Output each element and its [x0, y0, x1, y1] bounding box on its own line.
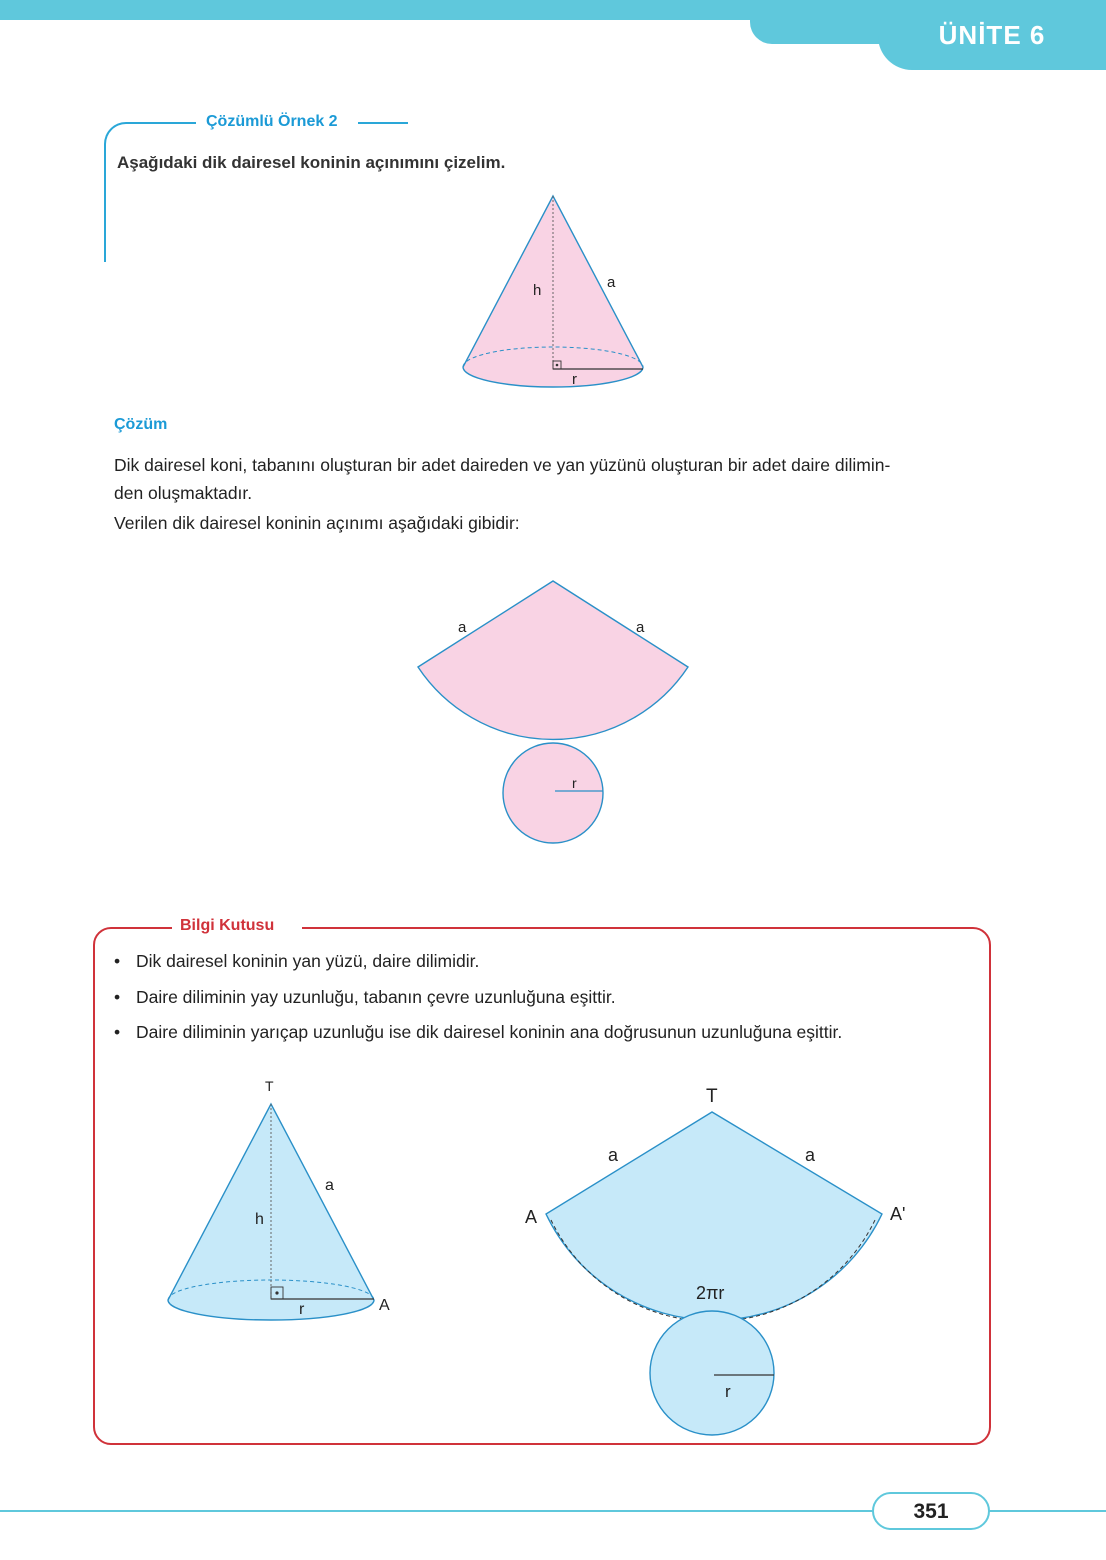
pink-net-figure	[410, 575, 700, 850]
pink-cone-height-label: h	[533, 282, 542, 299]
unit-label: ÜNİTE 6	[938, 20, 1046, 50]
blue-cone-height-label: h	[255, 1211, 264, 1228]
example-frame-tail	[358, 122, 408, 124]
blue-cone-apex-label: T	[265, 1078, 274, 1094]
bullet-dot: •	[114, 1022, 121, 1042]
pink-cone-slant-label: a	[607, 274, 616, 291]
right-angle-dot	[275, 1291, 278, 1294]
blue-net-right-label: a	[805, 1145, 816, 1165]
pink-net-base-circle	[503, 743, 603, 843]
pink-net-right-label: a	[636, 619, 645, 636]
blue-net-right-point-label: A'	[890, 1204, 906, 1224]
example-frame	[104, 122, 196, 262]
solution-line-1: Dik dairesel koni, tabanını oluşturan bir adet daireden ve yan yüzünü oluşturan bir adet daire dilimin-	[114, 455, 891, 475]
right-angle-dot	[556, 364, 559, 367]
solution-line-3: Verilen dik dairesel koninin açınımı aşağıdaki gibidir:	[114, 513, 520, 533]
info-bullet-2-text: Daire diliminin yay uzunluğu, tabanın çevre uzunluğuna eşittir.	[136, 987, 616, 1007]
info-bullet-1-text: Dik dairesel koninin yan yüzü, daire dilimidir.	[136, 951, 480, 971]
blue-cone-point-label: A	[379, 1297, 390, 1314]
solution-line-2: den oluşmaktadır.	[114, 483, 253, 503]
blue-cone-slant-label: a	[325, 1177, 334, 1194]
example-title: Çözümlü Örnek 2	[206, 113, 338, 130]
info-bullet-1	[114, 951, 479, 972]
blue-cone-figure	[160, 1070, 410, 1325]
pink-cone-figure	[455, 190, 655, 400]
unit-tab-ear	[750, 0, 890, 44]
pink-net-sector	[418, 581, 688, 739]
blue-net-left-point-label: A	[525, 1207, 538, 1227]
blue-net-left-label: a	[608, 1145, 619, 1165]
page-number: 351	[913, 1500, 949, 1523]
pink-cone-radius-label: r	[572, 371, 577, 388]
bullet-dot: •	[114, 951, 121, 971]
pink-net-left-label: a	[458, 619, 467, 636]
example-question: Aşağıdaki dik dairesel koninin açınımını çizelim.	[117, 153, 506, 172]
blue-net-arc-label: 2πr	[696, 1283, 725, 1303]
blue-cone-radius-label: r	[299, 1301, 305, 1318]
pink-net-radius-label: r	[572, 775, 577, 791]
blue-net-radius-label: r	[725, 1382, 731, 1401]
blue-net-apex-label: T	[706, 1086, 718, 1107]
solution-title: Çözüm	[114, 416, 168, 433]
blue-net-base-circle	[650, 1311, 774, 1435]
info-bullet-2	[114, 987, 616, 1008]
info-bullet-3-text: Daire diliminin yarıçap uzunluğu ise dik dairesel koninin ana doğrusunun uzunluğuna eşittir.	[136, 1022, 843, 1042]
info-title: Bilgi Kutusu	[180, 917, 275, 934]
info-bullet-3	[114, 1022, 842, 1043]
bullet-dot: •	[114, 987, 121, 1007]
blue-net-figure	[515, 1080, 915, 1445]
